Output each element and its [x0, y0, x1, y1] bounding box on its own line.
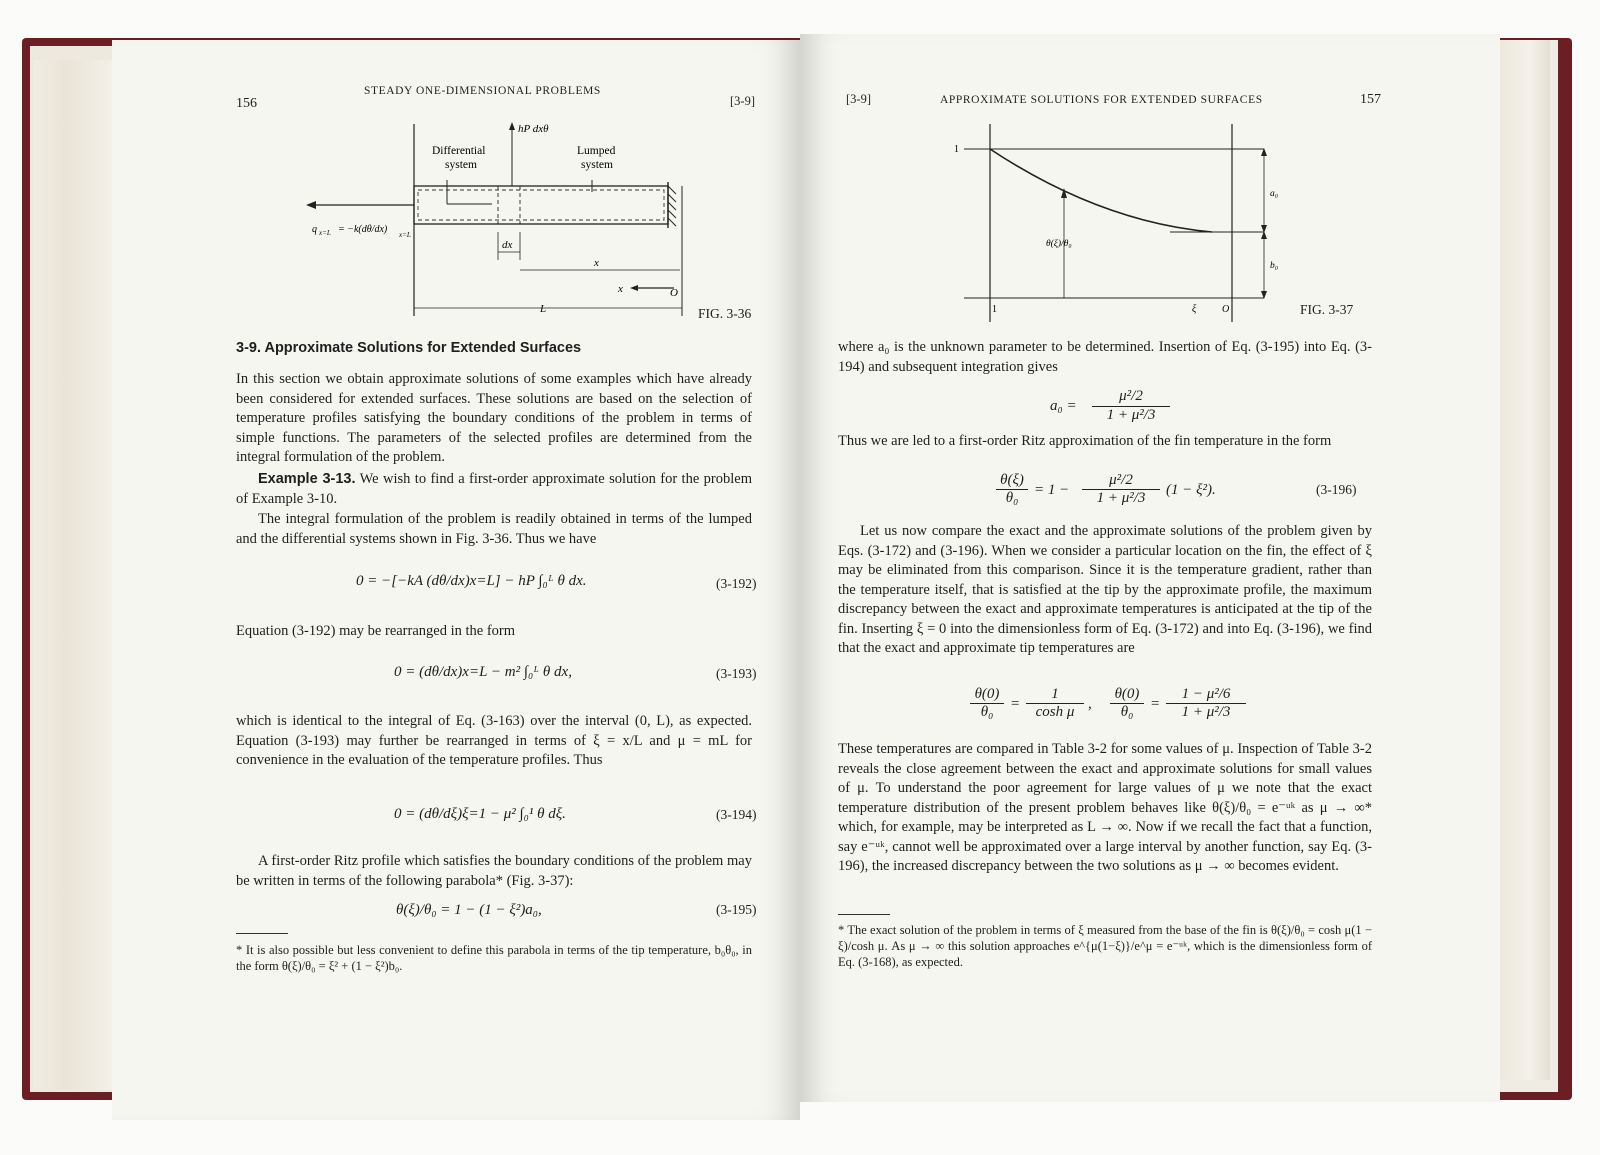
equation-number-3-196: (3-196)	[1316, 482, 1357, 497]
fig-label-a0: a₀	[1270, 189, 1279, 199]
paragraph-2: The integral formulation of the problem is readily obtained in terms of the lumped and the differential systems shown in Fig. 3-36. Thus we have	[236, 511, 752, 547]
equation-3-196	[996, 472, 1376, 514]
paragraph-1: In this section we obtain approximate solutions of some examples which have already been considered for extended surfaces. These solutions are based on the selection of temperature profiles satisfying the boundary conditions of the problem in terms of simple functions. The parameters of the selected profiles are determined from the integral formulation of the problem.	[236, 371, 752, 465]
eq-tip1-num: θ(0)	[974, 686, 1000, 702]
eq-tip2-eq: =	[1150, 696, 1161, 712]
paragraph-4: These temperatures are compared in Table 3-2 for some values of μ. Inspection of Table 3-2 reveals the close agreement between the exact and approximate solutions for small values of μ. To understand the poor agreement for large values of μ we note that the exact temperature distribution of the present problem behaves like θ(ξ)/θ₀ = e⁻ᵘᵏ as μ → ∞* which, for example, may be interpreted as L → ∞. Now if we recall the fact that a function, say e⁻ᵘᵏ, cannot well be approximated over a large interval by another function, say Eq. (3-196), the increased discrepancy between the two solutions as μ → ∞ becomes evident.	[838, 741, 1372, 874]
fig-label-q-sub: x=L	[319, 229, 331, 237]
eq196-mid: = 1 −	[1034, 482, 1070, 498]
equation-number-3-193: (3-193)	[716, 666, 757, 681]
eq-tip2-rden: 1 + μ²/3	[1166, 703, 1246, 721]
equation-3-195: θ(ξ)/θ₀ = 1 − (1 − ξ²)a₀,	[396, 902, 542, 918]
equation-number-3-195: (3-195)	[716, 902, 757, 917]
eq196-frac-den: 1 + μ²/3	[1082, 489, 1160, 507]
left-page-edges	[34, 60, 112, 1090]
footnote-rule	[236, 933, 288, 934]
paragraph-1: where a₀ is the unknown parameter to be determined. Insertion of Eq. (3-195) into Eq. (3-194) and subsequent integration gives	[838, 339, 1372, 375]
eq196-tail: (1 − ξ²).	[1166, 482, 1216, 498]
fig-label-b0: b₀	[1270, 261, 1279, 271]
fig-label-xi: ξ	[1192, 304, 1197, 315]
figure-3-37	[930, 122, 1279, 327]
eq-a0-den: 1 + μ²/3	[1092, 406, 1170, 424]
eq-a0-lhs: a₀ =	[1050, 398, 1077, 414]
equation-number-3-192: (3-192)	[716, 576, 757, 591]
example-label: Example 3-13.	[258, 471, 356, 487]
equation-tip-temperatures	[970, 686, 1290, 730]
equation-number-3-194: (3-194)	[716, 807, 757, 822]
paragraph-4: which is identical to the integral of Eq. (3-163) over the interval (0, L), as expected. Equation (3-193) may further be rearranged in terms of ξ = x/L and μ = mL for convenience in the evaluation of the temperature profiles. Thus	[236, 713, 752, 768]
eq-tip1-rnum: 1	[1051, 686, 1059, 702]
fig-label-dx: dx	[502, 239, 513, 251]
fig-label-lumped-2: system	[581, 159, 613, 171]
running-head: APPROXIMATE SOLUTIONS FOR EXTENDED SURFACES	[940, 94, 1263, 106]
eq196-lhs-den: θ₀	[996, 489, 1028, 507]
fig-label-1-top: 1	[954, 144, 959, 155]
section-heading: 3-9. Approximate Solutions for Extended Surfaces	[236, 340, 582, 356]
fig-label-q-rhs-sub: x=L	[399, 231, 411, 239]
section-tag: [3-9]	[846, 92, 871, 106]
example-paragraph	[236, 470, 752, 509]
paragraph-3: Equation (3-192) may be rearranged in the form	[236, 623, 516, 639]
figure-caption: FIG. 3-36	[698, 306, 752, 321]
right-page	[800, 34, 1500, 1102]
fig-label-hp: hP dxθ	[518, 123, 549, 135]
eq-a0-num: μ²/2	[1119, 388, 1143, 404]
right-page-edges	[1500, 40, 1550, 1080]
fig-label-differential-1: Differential	[432, 145, 486, 157]
left-page	[112, 40, 800, 1120]
fig-label-theta: θ(ξ)/θ₀	[1046, 239, 1072, 249]
eq-tip1-den: θ₀	[970, 703, 1004, 721]
footnote: * The exact solution of the problem in terms of ξ measured from the base of the fin is θ(ξ)/θ₀ = cosh μ(1 − ξ)/cosh μ. As μ → ∞ this solution approaches e^{μ(1−ξ)}/e^μ = e⁻ᵘᵏ, which is the dimensionless form of Eq. (3-168), as expected.	[838, 923, 1372, 969]
equation-3-192: 0 = −[−kA (dθ/dx)x=L] − hP ∫₀ᴸ θ dx.	[356, 573, 587, 589]
page-number: 157	[1360, 92, 1381, 107]
eq-tip-comma: ,	[1088, 696, 1092, 712]
page-number: 156	[236, 96, 257, 111]
eq-tip2-den: θ₀	[1110, 703, 1144, 721]
fig-label-origin: O	[1222, 304, 1230, 315]
equation-3-193: 0 = (dθ/dx)x=L − m² ∫₀ᴸ θ dx,	[394, 664, 572, 680]
figure-caption: FIG. 3-37	[1300, 302, 1354, 317]
running-head: STEADY ONE-DIMENSIONAL PROBLEMS	[364, 85, 601, 97]
section-tag: [3-9]	[730, 94, 755, 108]
figure-3-36	[302, 120, 762, 320]
example-text: We wish to find a first-order approximate solution for the problem of Example 3-10.	[236, 471, 752, 507]
fig-label-x-arrow: x	[618, 283, 623, 295]
fig-label-q: q	[312, 224, 317, 235]
fig-label-1-bottom: 1	[992, 304, 997, 315]
eq-tip1-rden: cosh μ	[1026, 703, 1084, 721]
eq-tip2-rnum: 1 − μ²/6	[1181, 686, 1231, 702]
paragraph-3: Let us now compare the exact and the approximate solutions of the problem given by Eqs. (3-172) and (3-196). When we consider a particular location on the fin, the effect of ξ may be eliminated from this comparison. Since it is the temperature gradient, rather than the temperature itself, that is satisfied at the tip by the approximate profile, the maximum discrepancy between the exact and approximate temperatures is anticipated at the tip of the fin. Inserting ξ = 0 into the dimensionless form of Eq. (3-172) and into Eq. (3-196), we find that the exact and approximate tip temperatures are	[838, 523, 1372, 656]
fig-label-x: x	[594, 257, 599, 269]
fig-label-q-rhs: = −k(dθ/dx)	[338, 224, 388, 235]
eq196-frac-num: μ²/2	[1109, 472, 1133, 488]
eq196-lhs-num: θ(ξ)	[1000, 472, 1024, 488]
fig-label-origin: O	[670, 287, 678, 299]
paragraph-5: A first-order Ritz profile which satisfies the boundary conditions of the problem may be written in terms of the following parabola* (Fig. 3-37):	[236, 853, 752, 889]
equation-3-194: 0 = (dθ/dξ)ξ=1 − μ² ∫₀¹ θ dξ.	[394, 806, 566, 822]
footnote: * It is also possible but less convenient to define this parabola in terms of the tip temperature, b₀θ₀, in the form θ(ξ)/θ₀ = ξ² + (1 − ξ²)b₀.	[236, 943, 752, 973]
footnote-rule	[838, 914, 890, 915]
fig-label-differential-2: system	[445, 159, 477, 171]
eq-tip2-num: θ(0)	[1114, 686, 1140, 702]
fig-label-L: L	[540, 303, 547, 315]
fig-label-lumped-1: Lumped	[577, 145, 616, 157]
paragraph-2: Thus we are led to a first-order Ritz approximation of the fin temperature in the form	[838, 433, 1332, 449]
eq-tip1-eq: =	[1010, 696, 1021, 712]
